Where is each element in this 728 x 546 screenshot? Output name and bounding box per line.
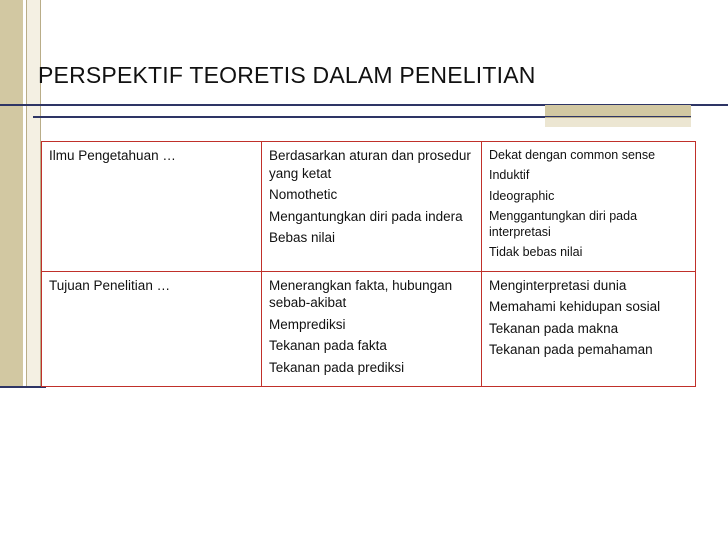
cell-item: Berdasarkan aturan dan prosedur yang ketat [269, 148, 471, 181]
cell-item: Menerangkan fakta, hubungan sebab-akibat [269, 277, 453, 311]
table-cell [262, 271, 482, 387]
table-row [42, 142, 696, 272]
cell-item: Bebas nilai [269, 230, 336, 246]
table-cell [262, 142, 482, 272]
corner-decor [545, 105, 691, 127]
cell-item: Tekanan pada pemahaman [489, 342, 653, 358]
slide-title: PERSPEKTIF TEORETIS DALAM PENELITIAN [38, 62, 536, 88]
cell-item: Dekat dengan common sense [489, 148, 656, 162]
row-label: Tujuan Penelitian … [42, 271, 262, 387]
table-cell [482, 142, 696, 272]
table-cell [482, 271, 696, 387]
cell-item: Tekanan pada makna [489, 320, 619, 336]
comparison-table [41, 141, 696, 387]
cell-item: Menginterpretasi dunia [489, 277, 627, 293]
cell-item: Tekanan pada fakta [269, 338, 387, 354]
cell-item: Memprediksi [269, 316, 346, 332]
cell-item: Menggantungkan diri pada interpretasi [489, 208, 638, 239]
cell-item: Mengantungkan diri pada indera [269, 208, 463, 224]
cell-item: Tidak bebas nilai [489, 245, 583, 260]
left-decor-bar [0, 0, 23, 386]
cell-item: Ideographic [489, 188, 555, 203]
cell-item: Tekanan pada prediksi [269, 359, 405, 375]
cell-item: Induktif [489, 168, 530, 183]
left-decor-underline [0, 386, 46, 388]
table-row [42, 271, 696, 387]
cell-item: Nomothetic [269, 187, 338, 203]
left-decor-stripe [26, 0, 41, 386]
cell-item: Memahami kehidupan sosial [489, 299, 661, 315]
row-label: Ilmu Pengetahuan … [42, 142, 262, 272]
